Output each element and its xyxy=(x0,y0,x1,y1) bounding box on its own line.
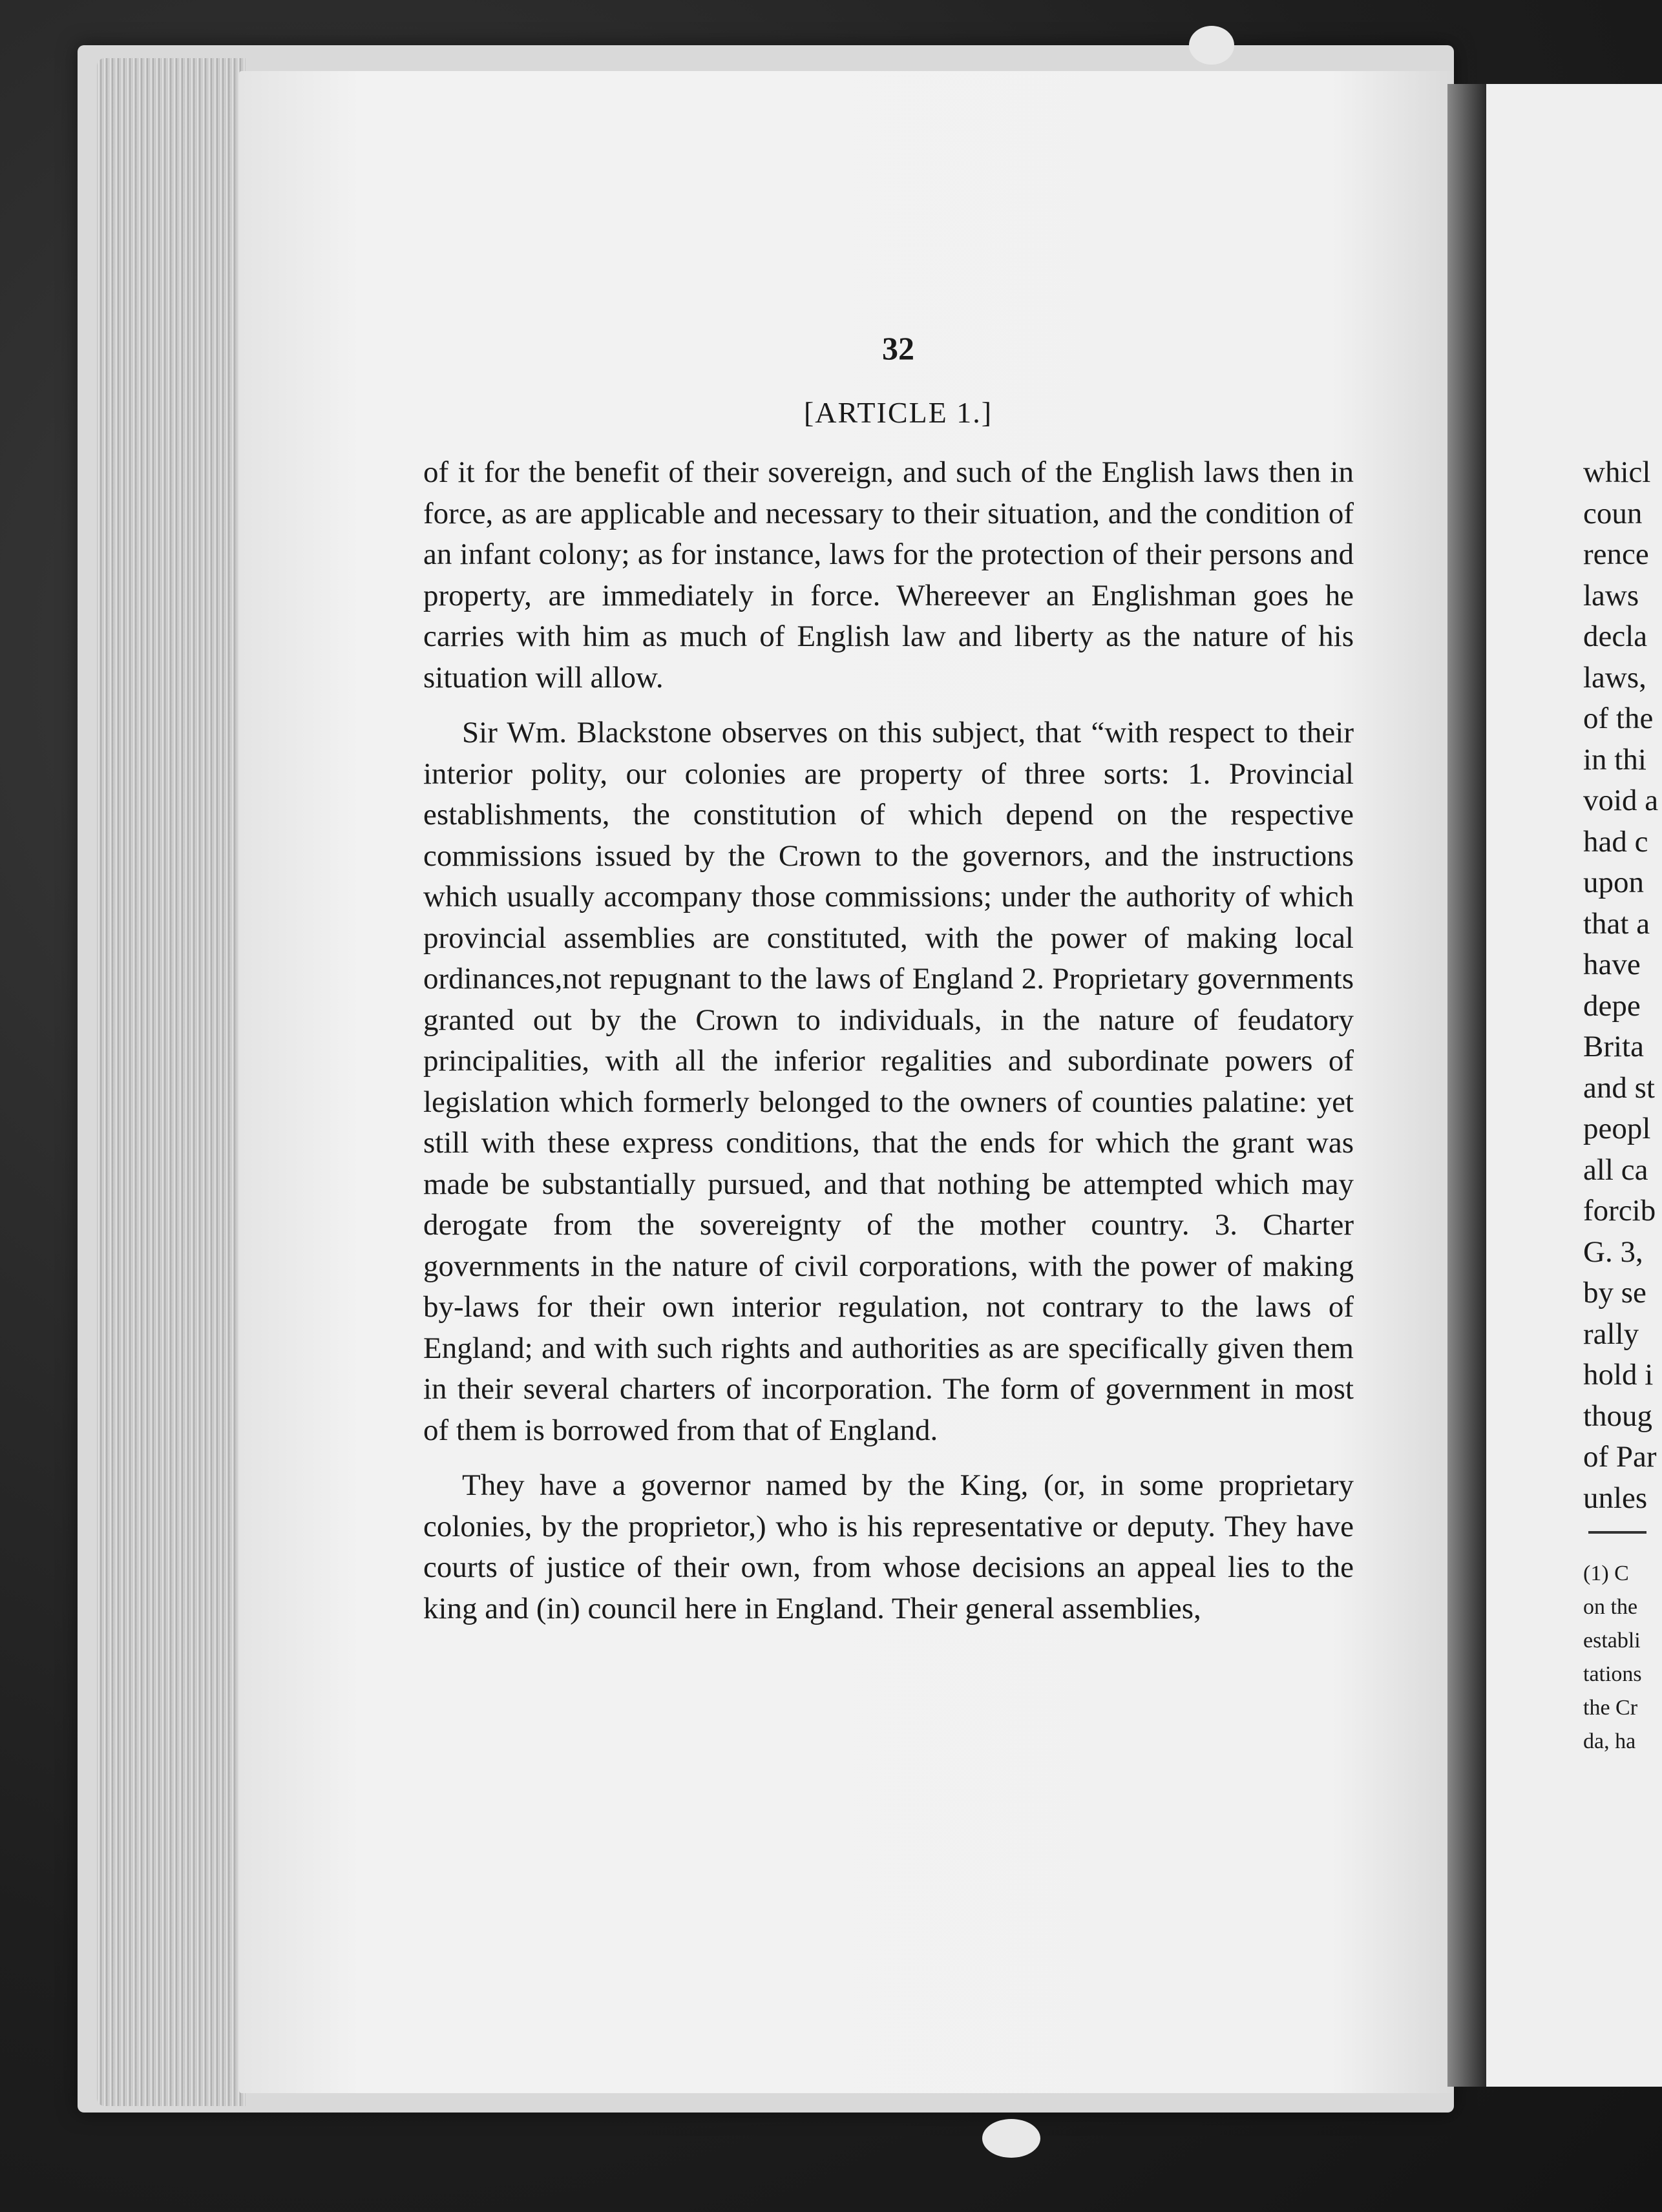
running-head: [ARTICLE 1.] xyxy=(803,396,993,429)
right-page-line: upon xyxy=(1583,866,1644,899)
dust-speck xyxy=(1189,26,1234,65)
right-page-line: rence xyxy=(1583,537,1649,571)
right-page-line: decla xyxy=(1583,620,1648,653)
page-number: 32 xyxy=(882,330,914,366)
right-page-line: Brita xyxy=(1583,1030,1644,1063)
right-page-line: laws xyxy=(1583,578,1639,612)
right-page-line: unles xyxy=(1583,1481,1648,1515)
right-page-footnotes xyxy=(1583,1557,1662,1758)
paragraph-continued: of it for the benefit of their sovereign, and such of the English laws then in force, as are applicable and necessary to their situation, and the condition of an infant colony; as for instance, laws for the protection of their persons and property, are immediately in force. Whereever an Englishman goes he carries with him as much of English law and liberty as the nature of his situation will allow. xyxy=(423,455,1354,694)
right-page-line: void a xyxy=(1583,784,1659,817)
right-page-line: rally xyxy=(1583,1317,1639,1351)
right-page-line: had c xyxy=(1583,824,1648,859)
dust-speck xyxy=(982,2119,1040,2158)
paragraph-governor: They have a governor named by the King, (or, in some proprietary colonies, by the proprietor,) who is his representative or deputy. They have courts of justice of their own, from whose decisions an appeal lies to the king and (in) council here in England. Their general assemblies, xyxy=(423,1468,1354,1625)
right-page-line: all ca xyxy=(1583,1153,1648,1187)
right-page-line: forcib xyxy=(1583,1194,1656,1227)
right-page-text xyxy=(1583,452,1662,1519)
footnote-rule xyxy=(1588,1531,1646,1534)
right-page-line: whicl xyxy=(1583,455,1651,489)
gutter-shadow xyxy=(1447,84,1486,2087)
right-page-line: thoug xyxy=(1583,1399,1653,1433)
right-page-line: have xyxy=(1583,948,1641,981)
right-page-line: coun xyxy=(1583,496,1643,530)
right-page-line: peopl xyxy=(1583,1112,1651,1145)
right-page-line: of the xyxy=(1583,702,1654,735)
right-page-footnote-line: establi xyxy=(1583,1629,1641,1653)
right-page-footnote-line: on the xyxy=(1583,1595,1638,1619)
body-text xyxy=(423,452,1354,1643)
right-page-line: by se xyxy=(1583,1276,1646,1309)
right-page-footnote-line: (1) C xyxy=(1583,1561,1629,1585)
right-page-line: depe xyxy=(1583,988,1641,1023)
right-page-footnote-line: tations xyxy=(1583,1662,1642,1686)
right-page-line: and st xyxy=(1583,1070,1655,1105)
right-page-footnote-line: the Cr xyxy=(1583,1696,1638,1720)
right-page-line: of Par xyxy=(1583,1440,1657,1474)
page-edges xyxy=(97,58,246,2106)
right-page-line: hold i xyxy=(1583,1358,1654,1392)
paragraph-blackstone: Sir Wm. Blackstone observes on this subject, that “with respect to their interior polity, our colonies are property of three sorts: 1. Provincial establishments, the constitution of which depend on the respective commissions issued by the Crown to the governors, and the instructions which usually accompany those commissions; under the authority of which provincial assemblies are constituted, with the power of making local ordinances,not repugnant to the laws of England 2. Proprietary governments granted out by the Crown to individuals, in the nature of feudatory principalities, with all the inferior regalities and subordinate powers of legislation which formerly belonged to the owners of counties palatine: yet still with these express conditions, that the ends for which the grant was made be substantially pursued, and that nothing be attempted which may derogate from the sovereignty of the mother country. 3. Charter governments in the nature of civil corporations, with the power of making by-laws for their own interior regulation, not contrary to the laws of England; and with such rights and authorities as are specifically given them in their several charters of incorporation. The form of government in most of them is borrowed from that of England. xyxy=(423,716,1354,1447)
right-page-line: laws, xyxy=(1583,660,1646,694)
right-page-line: that a xyxy=(1583,906,1650,941)
right-page-line: G. 3, xyxy=(1583,1235,1643,1269)
right-page-footnote-line: da, ha xyxy=(1583,1729,1636,1753)
right-page-line: in thi xyxy=(1583,742,1646,777)
